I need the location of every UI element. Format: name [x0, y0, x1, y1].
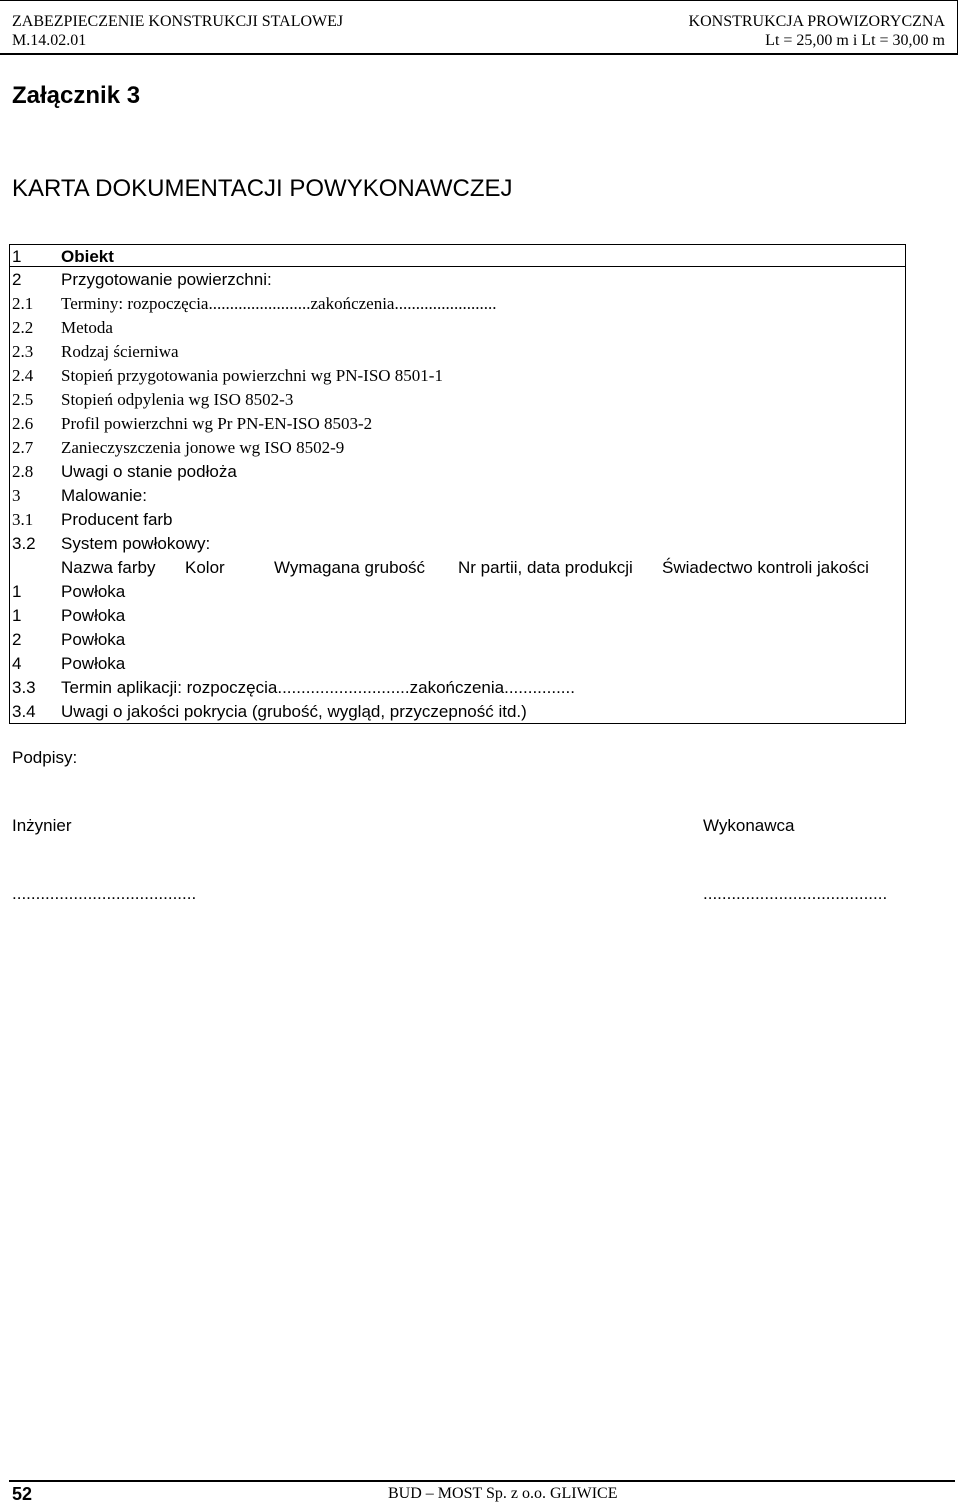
- column-batch-number-date: Nr partii, data produkcji: [458, 558, 633, 577]
- row-number: 3.1: [12, 510, 34, 529]
- coat-label: Powłoka: [61, 606, 126, 625]
- row-label: Producent farb: [61, 510, 173, 529]
- row-label: Terminy: rozpoczęcia........................zakończenia........................: [61, 294, 497, 313]
- column-color: Kolor: [185, 558, 225, 577]
- form-divider: [9, 266, 906, 267]
- row-number: 2.1: [12, 294, 34, 313]
- footer-rule: [9, 1480, 955, 1482]
- row-number: 2: [12, 270, 22, 289]
- header-project-spans: Lt = 25,00 m i Lt = 30,00 m: [765, 32, 945, 49]
- row-label: System powłokowy:: [61, 534, 211, 553]
- row-number: 1: [12, 247, 22, 266]
- coat-label: Powłoka: [61, 654, 126, 673]
- row-label: Obiekt: [61, 247, 114, 266]
- row-number: 3.3: [12, 678, 36, 697]
- column-required-thickness: Wymagana grubość: [274, 558, 426, 577]
- row-number: 2.6: [12, 414, 34, 433]
- signatures-label: Podpisy:: [12, 748, 78, 767]
- row-label: Przygotowanie powierzchni:: [61, 270, 272, 289]
- coat-label: Powłoka: [61, 630, 126, 649]
- row-number: 3.2: [12, 534, 36, 553]
- row-number: 3.4: [12, 702, 36, 721]
- coat-number: 4: [12, 654, 22, 673]
- row-label: Termin aplikacji: rozpoczęcia............................zakończenia...............: [61, 678, 575, 697]
- row-number: 2.4: [12, 366, 34, 385]
- row-number: 2.7: [12, 438, 34, 457]
- row-label: Stopień odpylenia wg ISO 8502-3: [61, 390, 294, 409]
- row-label: Metoda: [61, 318, 113, 337]
- row-label: Profil powierzchni wg Pr PN-EN-ISO 8503-2: [61, 414, 373, 433]
- row-label: Uwagi o stanie podłoża: [61, 462, 237, 481]
- page-header: [0, 0, 958, 55]
- coat-number: 2: [12, 630, 22, 649]
- row-label: Zanieczyszczenia jonowe wg ISO 8502-9: [61, 438, 345, 457]
- footer-company: BUD – MOST Sp. z o.o. GLIWICE: [388, 1485, 618, 1502]
- row-label: Uwagi o jakości pokrycia (grubość, wygląd, przyczepność itd.): [61, 702, 527, 721]
- row-number: 2.8: [12, 462, 34, 481]
- page-number: 52: [12, 1484, 33, 1504]
- coat-number: 1: [12, 606, 22, 625]
- row-label: Rodzaj ścierniwa: [61, 342, 179, 361]
- engineer-signature-line: .......................................: [12, 884, 197, 903]
- annex-title: Załącznik 3: [12, 82, 141, 109]
- coat-number: 1: [12, 582, 22, 601]
- row-number: 2.2: [12, 318, 34, 337]
- header-project-title: KONSTRUKCJA PROWIZORYCZNA: [688, 13, 945, 30]
- document-title: KARTA DOKUMENTACJI POWYKONAWCZEJ: [12, 175, 513, 202]
- header-spec-title: ZABEZPIECZENIE KONSTRUKCJI STALOWEJ: [12, 13, 344, 30]
- row-label: Malowanie:: [61, 486, 147, 505]
- header-spec-code: M.14.02.01: [12, 32, 87, 49]
- column-quality-certificate: Świadectwo kontroli jakości: [662, 558, 869, 577]
- row-label: Stopień przygotowania powierzchni wg PN-ISO 8501-1: [61, 366, 443, 385]
- row-number: 3: [12, 486, 21, 505]
- column-paint-name: Nazwa farby: [61, 558, 156, 577]
- row-number: 2.3: [12, 342, 34, 361]
- engineer-signature-label: Inżynier: [12, 816, 72, 835]
- row-number: 2.5: [12, 390, 34, 409]
- contractor-signature-label: Wykonawca: [703, 816, 795, 835]
- coat-label: Powłoka: [61, 582, 126, 601]
- contractor-signature-line: .......................................: [703, 884, 888, 903]
